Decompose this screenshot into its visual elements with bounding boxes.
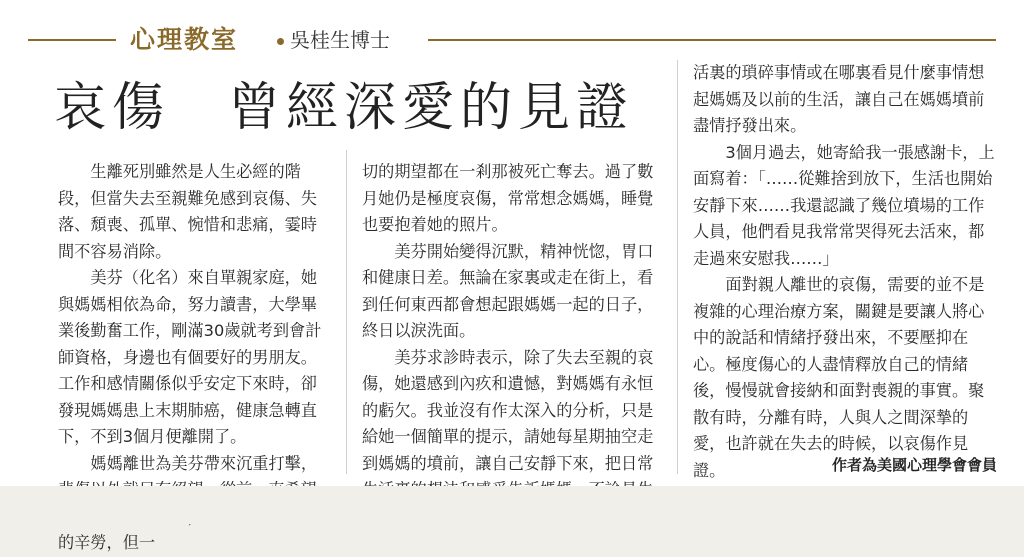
header-rule-right [428, 39, 996, 41]
author-credit: 作者為美國心理學會會員 [831, 456, 997, 474]
paragraph: 美芬（化名）來自單親家庭，她與媽媽相依為命，努力讀書，大學畢業後勤奮工作，剛滿30歲就考到會計師資格，身邊也有個要好的男朋友。工作和感情關係似乎安定下來時，卻發現媽媽患上末期肺癌，健康急轉直下，不到3個月便離開了。 [58, 268, 322, 446]
separator-dot-icon [277, 38, 284, 45]
text-column-2 [362, 159, 658, 504]
paragraph: 活裏的瑣碎事情或在哪裏看見什麼事情想起媽媽及以前的生活，讓自己在媽媽墳前盡情抒發出來。 [693, 63, 985, 135]
header-rule-left [28, 39, 116, 41]
paragraph: 媽媽離世為美芬帶來沉重打擊， 的辛勞，但一 [58, 453, 318, 552]
paragraph: 切的期望都在一剎那被死亡奪去。過了數月她仍是極度哀傷，常常想念媽媽，睡覺也要抱着她的照片。 [362, 162, 654, 234]
paragraph: 美芬求診時表示，除了失去至親的哀傷，她還感到內疚和遺憾，對媽媽有永恒的虧欠。我並沒有作太深入的分析，只是給她一個簡單的提示，請她每星期抽空走到媽媽的墳前，讓自己安靜下來，把日常 [362, 347, 654, 473]
column-divider [346, 150, 347, 474]
paragraph: 美芬開始變得沉默，精神恍惚，胃口和健康日差。無論在家裏或走在街上，看到任何東西都會想起跟媽媽一起的日子，終日以淚洗面。 [362, 241, 654, 340]
column-title: 心理教室 [130, 25, 239, 54]
page-margin [0, 486, 1024, 524]
paragraph: 3個月過去，她寄給我一張感謝卡，上面寫着：「……從難捨到放下，生活也開始安靜下來……我還認識了幾位墳場的工作人員，他們看見我常常哭得死去活來，都走過來安慰我……」 [693, 142, 995, 268]
column-header [28, 22, 996, 58]
paragraph: 生離死別雖然是人生必經的階段，但當失去至親難免感到哀傷、失落、頹喪、孤單、惋惜和悲痛，霎時間不容易消除。 [58, 162, 317, 261]
column-author: 吳桂生博士 [290, 28, 390, 52]
article-headline: 哀傷 曾經深愛的見證 [54, 78, 635, 138]
text-column-3 [693, 60, 997, 484]
column-divider [677, 60, 678, 474]
paragraph: 面對親人離世的哀傷，需要的並不是複雜的心理治療方案，關鍵是要讓人將心中的說話和情緒抒發出來，不要壓抑在心。極度傷心的人盡情釋放自己的情緒後，慢慢就會接納和面對喪親的事實。聚散有時，分離有時，人與人之間深摯的愛，也許就在失去的時候，以哀傷作見證。 [693, 275, 985, 480]
